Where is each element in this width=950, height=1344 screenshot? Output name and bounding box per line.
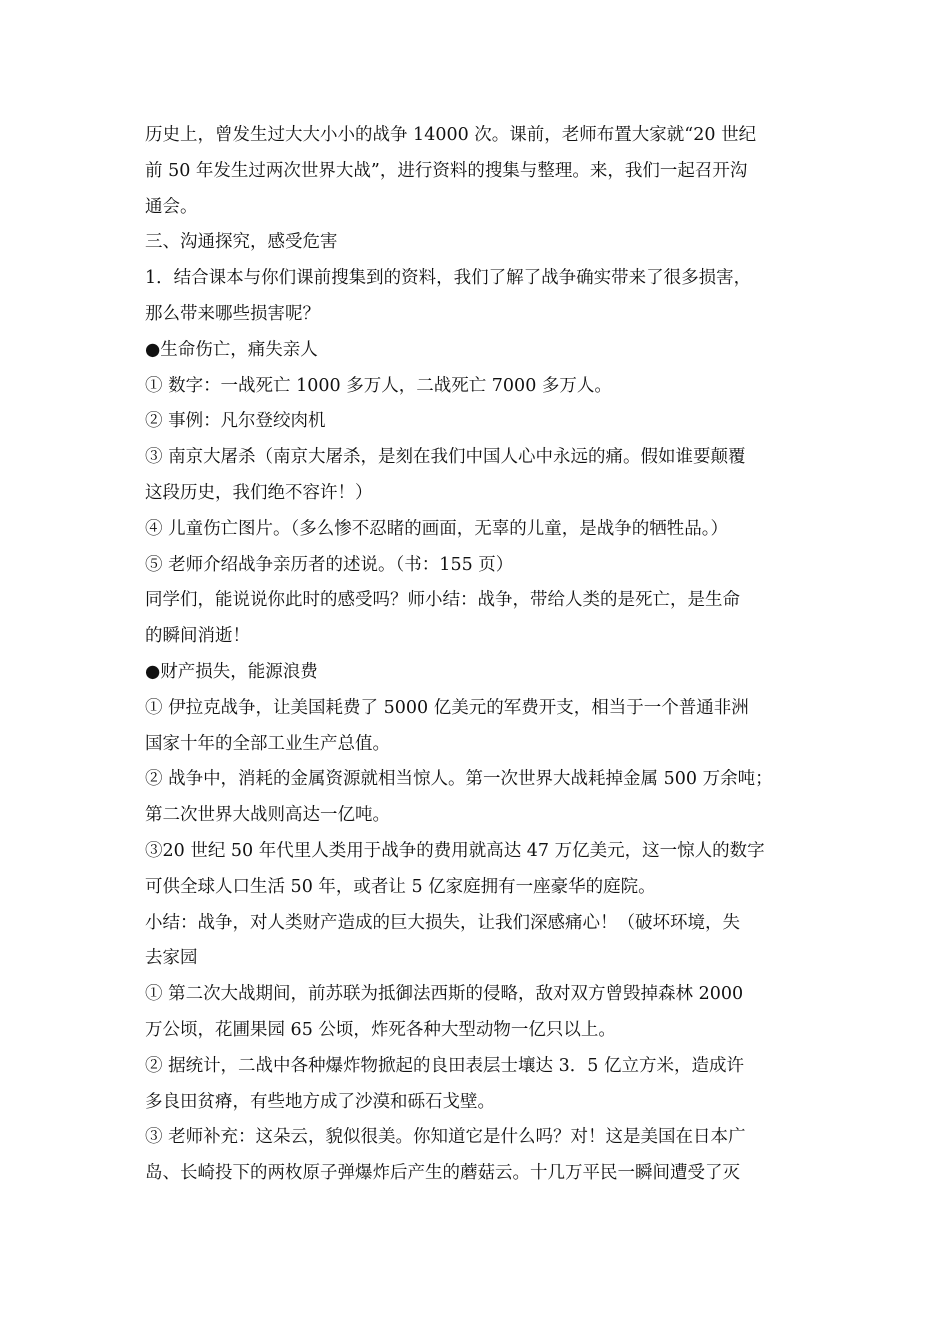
text-line: 前 50 年发生过两次世界大战”，进行资料的搜集与整理。来，我们一起召开沟 <box>145 160 748 181</box>
text-line: 通会。 <box>145 196 198 217</box>
text-line: 可供全球人口生活 50 年，或者让 5 亿家庭拥有一座豪华的庭院。 <box>145 876 656 897</box>
document-body <box>145 118 825 1192</box>
text-line: 第二次世界大战则高达一亿吨。 <box>145 805 390 826</box>
list-item: ① 第二次大战期间，前苏联为抵御法西斯的侵略，敌对双方曾毁掉森林 2000 <box>145 984 744 1005</box>
bullet-heading: ●生命伤亡，痛失亲人 <box>145 339 318 360</box>
list-item: ④ 儿童伤亡图片。（多么惨不忍睹的画面，无辜的儿童，是战争的牺牲品。） <box>145 518 729 539</box>
list-item: ① 伊拉克战争，让美国耗费了 5000 亿美元的军费开支，相当于一个普通非洲 <box>145 697 749 718</box>
list-item: ② 事例：凡尔登绞肉机 <box>145 411 326 432</box>
text-line: 小结：战争，对人类财产造成的巨大损失，让我们深感痛心！（破坏环境，失 <box>145 912 740 933</box>
list-item: ③ 南京大屠杀（南京大屠杀，是刻在我们中国人心中永远的痛。假如谁要颠覆 <box>145 447 746 468</box>
bullet-heading: ●财产损失，能源浪费 <box>145 661 318 682</box>
text-line: 去家园 <box>145 948 198 969</box>
text-line: 万公顷，花圃果园 65 公顷，炸死各种大型动物一亿只以上。 <box>145 1019 616 1040</box>
text-line: 同学们，能说说你此时的感受吗？师小结：战争，带给人类的是死亡，是生命 <box>145 590 740 611</box>
text-line: 国家十年的全部工业生产总值。 <box>145 733 390 754</box>
list-item: ⑤ 老师介绍战争亲历者的述说。（书：155 页） <box>145 554 514 575</box>
text-line: 那么带来哪些损害呢？ <box>145 303 320 324</box>
list-item: ② 战争中，消耗的金属资源就相当惊人。第一次世界大战耗掉金属 500 万余吨； <box>145 769 773 790</box>
text-line: 的瞬间消逝！ <box>145 626 250 647</box>
text-line: 1．结合课本与你们课前搜集到的资料，我们了解了战争确实带来了很多损害， <box>145 268 752 289</box>
list-item: ③20 世纪 50 年代里人类用于战争的费用就高达 47 万亿美元，这一惊人的数字 <box>145 840 765 861</box>
list-item: ③ 老师补充：这朵云，貌似很美。你知道它是什么吗？对！这是美国在日本广 <box>145 1127 746 1148</box>
list-item: ① 数字：一战死亡 1000 多万人，二战死亡 7000 多万人。 <box>145 375 612 396</box>
text-line: 岛、长崎投下的两枚原子弹爆炸后产生的蘑菇云。十几万平民一瞬间遭受了灭 <box>145 1163 740 1184</box>
section-heading: 三、沟通探究，感受危害 <box>145 232 338 253</box>
text-line: 历史上，曾发生过大大小小的战争 14000 次。课前，老师布置大家就“20 世纪 <box>145 125 757 145</box>
text-line: 这段历史，我们绝不容许！） <box>145 482 373 503</box>
text-line: 多良田贫瘠，有些地方成了沙漠和砾石戈壁。 <box>145 1091 495 1112</box>
list-item: ② 据统计，二战中各种爆炸物掀起的良田表层士壤达 3．5 亿立方米，造成许 <box>145 1055 744 1076</box>
